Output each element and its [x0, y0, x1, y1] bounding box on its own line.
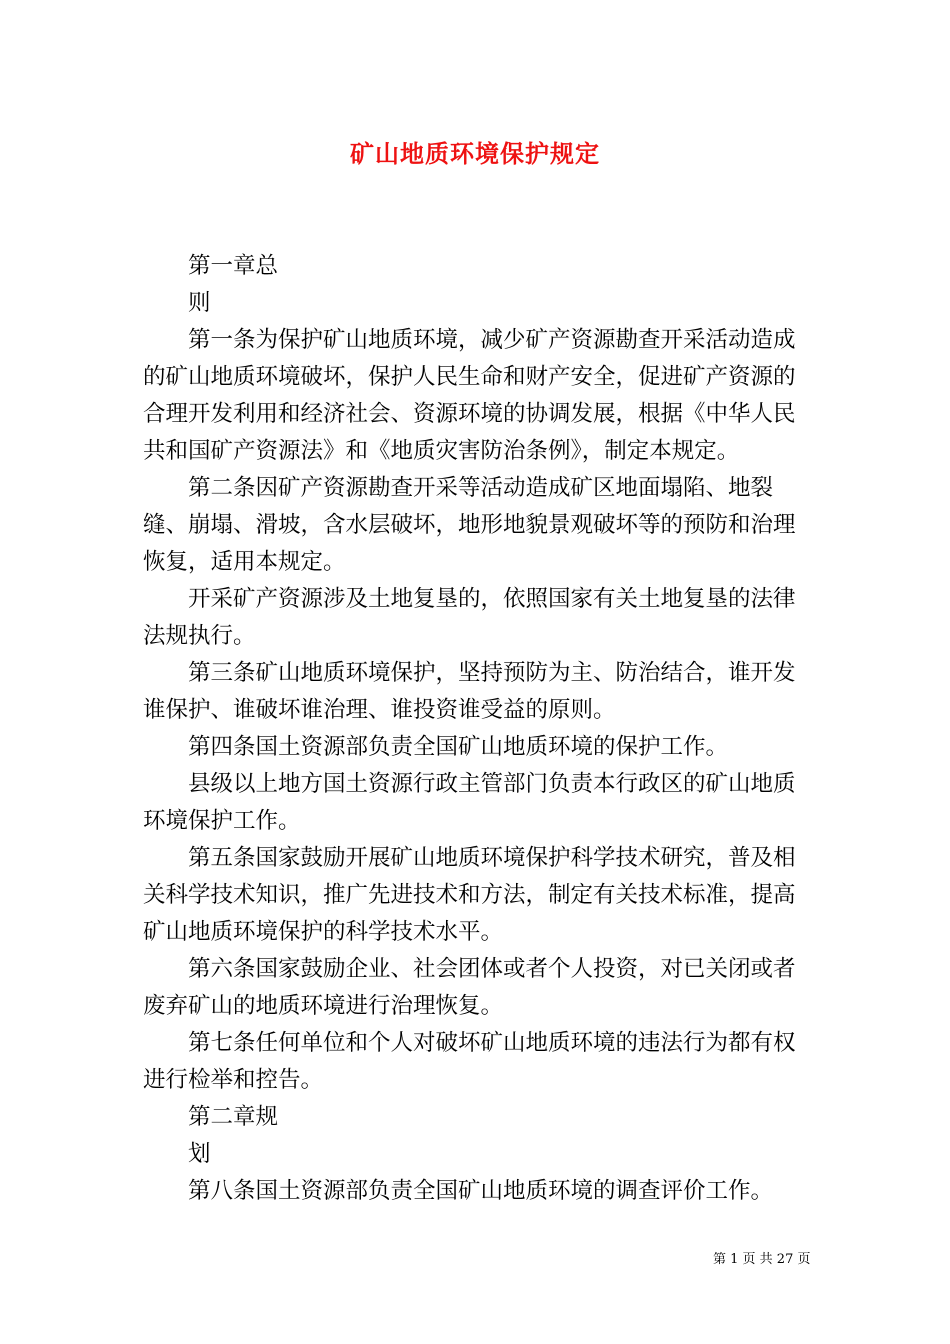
article-paragraph: 第三条矿山地质环境保护，坚持预防为主、防治结合，谁开发谁保护、谁破坏谁治理、谁投资谁受益的原则。	[143, 660, 796, 723]
article-paragraph: 第二条因矿产资源勘查开采等活动造成矿区地面塌陷、地裂缝、崩塌、滑坡，含水层破坏，地形地貌景观破坏等的预防和治理恢复，适用本规定。	[143, 475, 796, 575]
chapter-heading	[143, 1099, 815, 1173]
article-paragraph: 第六条国家鼓励企业、社会团体或者个人投资，对已关闭或者废弃矿山的地质环境进行治理恢复。	[143, 956, 796, 1019]
article-paragraph: 县级以上地方国土资源行政主管部门负责本行政区的矿山地质环境保护工作。	[143, 771, 796, 834]
chapter-heading-line1: 第二章规	[188, 1104, 279, 1130]
article-paragraph: 第七条任何单位和个人对破坏矿山地质环境的违法行为都有权进行检举和控告。	[143, 1030, 796, 1093]
chapter-heading-line1: 第一章总	[188, 253, 279, 279]
article-paragraph: 第五条国家鼓励开展矿山地质环境保护科学技术研究，普及相关科学技术知识，推广先进技术和方法，制定有关技术标准，提高矿山地质环境保护的科学技术水平。	[143, 845, 796, 945]
chapter-heading-line2: 则	[188, 290, 211, 316]
article-paragraph: 第四条国土资源部负责全国矿山地质环境的保护工作。	[188, 734, 729, 760]
document-title: 矿山地质环境保护规定	[350, 139, 600, 168]
page-number: 第 1 页 共 27 页	[713, 1252, 811, 1267]
article-paragraph: 第一条为保护矿山地质环境，减少矿产资源勘查开采活动造成的矿山地质环境破坏，保护人民生命和财产安全，促进矿产资源的合理开发利用和经济社会、资源环境的协调发展，根据《中华人民共和国矿产资源法》和《地质灾害防治条例》，制定本规定。	[143, 327, 796, 464]
article-paragraph: 开采矿产资源涉及土地复垦的，依照国家有关土地复垦的法律法规执行。	[143, 586, 796, 649]
document-body	[143, 248, 815, 1210]
chapter-heading	[143, 248, 815, 322]
chapter-heading-line2: 划	[188, 1141, 211, 1167]
article-paragraph: 第八条国土资源部负责全国矿山地质环境的调查评价工作。	[188, 1178, 774, 1204]
